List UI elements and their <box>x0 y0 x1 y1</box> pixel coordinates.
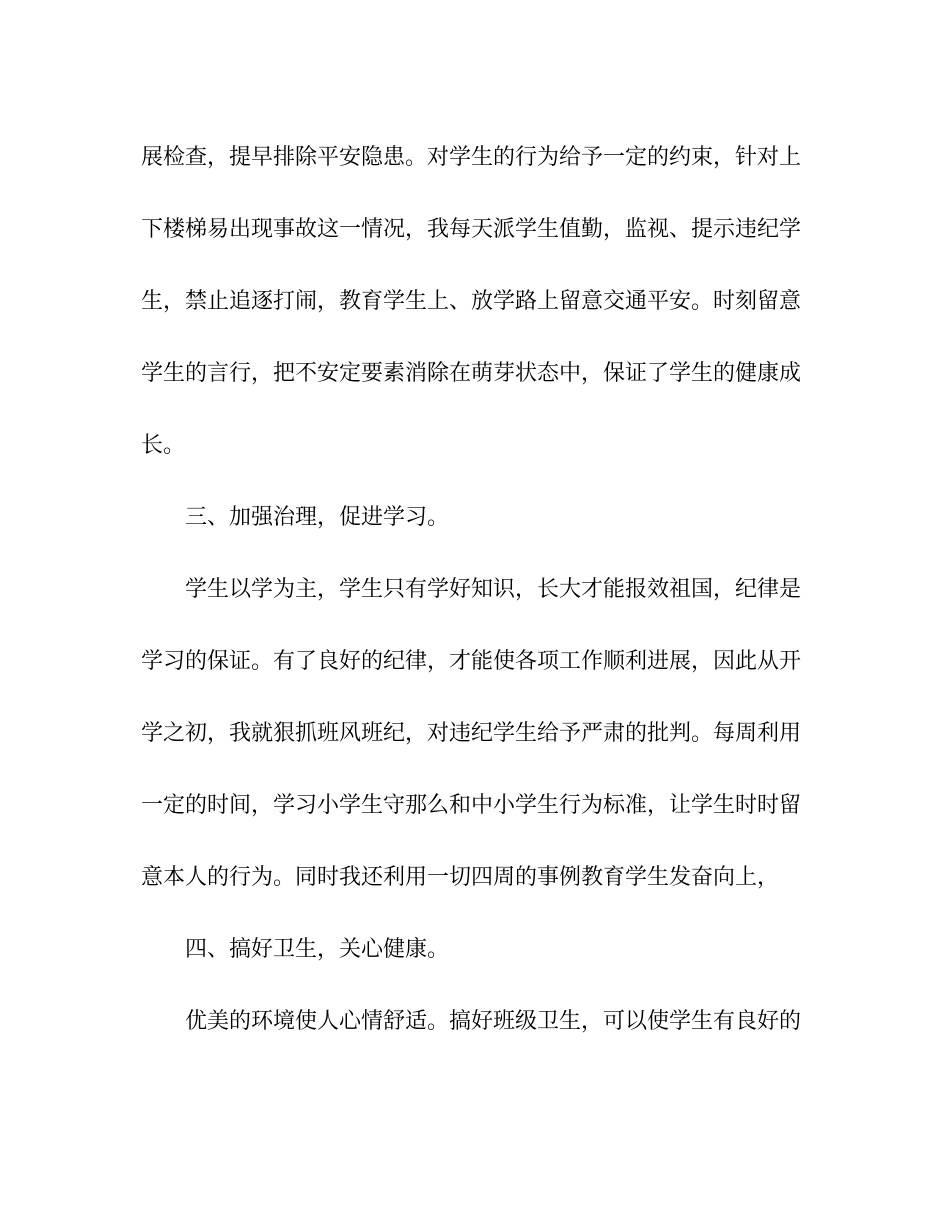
paragraph-line: 优美的环境使人心情舒适。搞好班级卫生，可以使学生有良好的 <box>185 1009 802 1034</box>
paragraph-line: 长。 <box>141 433 186 458</box>
paragraph-line: 学生的言行，把不安定要素消除在萌芽状态中，保证了学生的健康成 <box>141 361 802 386</box>
paragraph-line: 学之初，我就狠抓班风班纪，对违纪学生给予严肃的批判。每周利用 <box>141 721 802 746</box>
paragraph-line: 下楼梯易出现事故这一情况，我每天派学生值勤，监视、提示违纪学 <box>141 217 802 242</box>
paragraph-line: 展检查，提早排除平安隐患。对学生的行为给予一定的约束，针对上 <box>141 145 802 170</box>
paragraph-line: 生，禁止追逐打闹，教育学生上、放学路上留意交通平安。时刻留意 <box>141 289 802 314</box>
paragraph-line: 一定的时间，学习小学生守那么和中小学生行为标准，让学生时时留 <box>141 793 802 818</box>
section-heading: 四、搞好卫生，关心健康。 <box>185 937 450 962</box>
paragraph-line: 学生以学为主，学生只有学好知识，长大才能报效祖国，纪律是 <box>185 577 802 602</box>
paragraph-line: 意本人的行为。同时我还利用一切四周的事例教育学生发奋向上， <box>141 865 780 890</box>
section-heading: 三、加强治理，促进学习。 <box>185 505 450 530</box>
paragraph-line: 学习的保证。有了良好的纪律，才能使各项工作顺利进展，因此从开 <box>141 649 802 674</box>
